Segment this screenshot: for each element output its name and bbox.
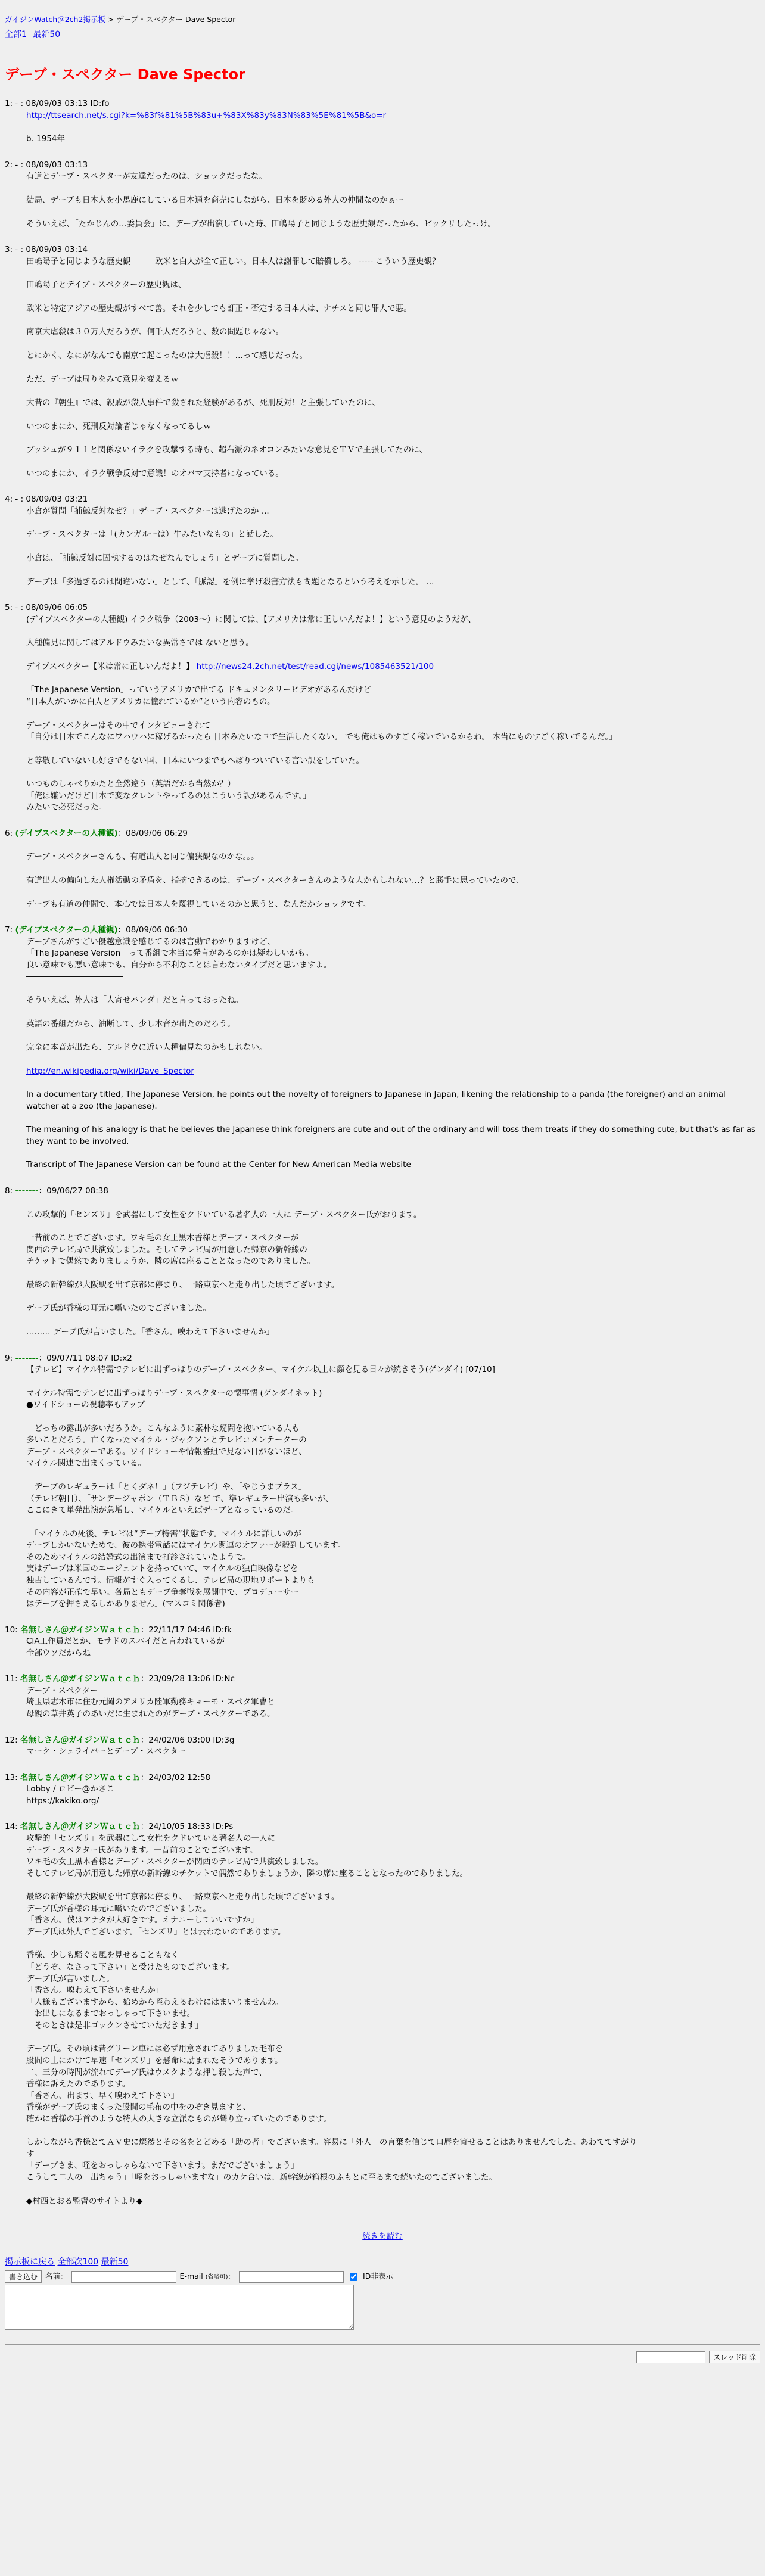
line-gap	[26, 362, 760, 374]
line-gap	[26, 183, 760, 195]
post-line: 「デーブさま、咥をおっしゃらないで下さいます。まだでございましょう」	[26, 2161, 299, 2171]
post-line: ◆村西とおる監督のサイトより◆	[26, 2196, 143, 2206]
post-body	[26, 171, 760, 230]
post-header	[5, 602, 760, 614]
post-line: 実はデーブは米国のエージェントを持っていて、マイケルの独自映像などを	[26, 1564, 298, 1574]
id-hide-label: ID非表示	[363, 2272, 393, 2281]
poster-name: -------	[15, 1353, 39, 1363]
post-number: 8:	[5, 1186, 15, 1196]
breadcrumb-board-link[interactable]: ガイジンWatch＠2ch2掲示板	[5, 15, 105, 24]
post-body	[26, 256, 760, 480]
post-line: 【テレビ】マイケル特需でテレビに出ずっぱりのデーブ・スペクター、マイケル以上に顔を見る日々が続きそう(ゲンダイ) [07/10]	[26, 1365, 495, 1375]
post-line: そういえば、「たかじんの…委員会」に、デーブが出演していた時、田嶋陽子と同じような歴史観だったから、ビックリしたっけ。	[26, 219, 496, 229]
post-line: 母親の草井英子のあいだに生まれたのがデーブ・スペクターである。	[26, 1709, 275, 1719]
post-header	[5, 1673, 760, 1685]
line-gap	[26, 1197, 760, 1209]
post-number: 10:	[5, 1625, 21, 1635]
line-gap	[26, 1147, 760, 1159]
post-number: 9:	[5, 1353, 15, 1363]
post-line: ……… デーブ氏が言いました。「香さん。嗅わえて下さいませんか」	[26, 1327, 275, 1337]
post	[5, 602, 760, 814]
post-line: デーブ・スペクターは「(カンガルーは）牛みたいなもの」と話した。	[26, 530, 278, 540]
breadcrumb-current: デーブ・スペクター Dave Spector	[116, 15, 236, 24]
post-body	[26, 839, 760, 910]
post	[5, 160, 760, 230]
post-line: デーブ・スペクターである。ワイドショーや情報番組で見ない日がないほど、	[26, 1446, 307, 1457]
post-line: https://kakiko.org/	[26, 1796, 99, 1806]
post-meta: ：08/09/06 06:29	[117, 828, 188, 838]
line-gap	[26, 2125, 760, 2137]
line-gap	[26, 517, 760, 529]
post-line: いつのまにか、イラク戦争反対で意識！のオバマ支持者になっている。	[26, 468, 284, 478]
nav-latest50-link[interactable]: 最新50	[33, 30, 61, 40]
post-number: 13:	[5, 1772, 21, 1782]
poster-name: 名無しさん＠ガイジンＷａｔｃｈ	[20, 1674, 141, 1684]
post-number: 11:	[5, 1674, 21, 1684]
post-line: その内容が正確で早い。各局ともデーブ争奪戦を展開中で、プロデューサー	[26, 1587, 299, 1597]
post-list	[5, 98, 760, 2207]
post-line: デーブ・スペクター	[26, 1685, 98, 1695]
post	[5, 1673, 760, 1720]
post-line: ワキ毛の女王黒木香様とデーブ・スペクターが関西のテレビ局で共演致しました。	[26, 1857, 324, 1867]
line-gap	[26, 1470, 760, 1482]
post	[5, 1772, 760, 1807]
line-gap	[26, 887, 760, 899]
post-header	[5, 1735, 760, 1747]
post-line: デーブ・スペクター氏があります。一昔前のことでございます。	[26, 1845, 258, 1855]
post-line: In a documentary titled, The Japanese Version, he points out the novelty of foreigners to Japanese in Japan, likening the relationship to a panda (the foreigner) and an animal watcher at a zoo (the Japanese).	[26, 1090, 729, 1111]
post-line: 大昔の『朝生』では、親戚が殺人事件で殺された経験があるが、死刑反対！と主張していたのに、	[26, 398, 380, 408]
post-line: デーブ氏が香様の耳元に囁いたのでございました。	[26, 1903, 211, 1914]
post	[5, 1821, 760, 2207]
line-gap	[26, 1221, 760, 1233]
post-line: マイケル関連で出まくっている。	[26, 1458, 147, 1469]
admin-password-input[interactable]	[636, 2351, 705, 2363]
post-line: b. 1954年	[26, 134, 66, 144]
post-line: はデーブを押さえるしかありません」(マスコミ関係者)	[26, 1599, 225, 1609]
post-line: 関西のテレビ局で共演致しました。そしてテレビ局が用意した帰京の新幹線の	[26, 1245, 307, 1255]
post-line: 結局、デーブも日本人を小馬鹿にしている日本通を商売にしながら、日本を貶める外人の仲間なのかぁー	[26, 195, 404, 206]
poster-name: (デイブスペクターの人種観)	[15, 925, 118, 935]
post-line: デーブさんがすごい優越意識を感じてるのは言動でわかりますけど、	[26, 937, 275, 947]
post-header	[5, 925, 760, 937]
poster-name: 名無しさん＠ガイジンＷａｔｃｈ	[20, 1625, 141, 1635]
thread-title: デーブ・スペクター Dave Spector	[5, 66, 245, 83]
post-line: そういえば、外人は「人寄せパンダ」だと言っておったね。	[26, 995, 243, 1005]
line-gap	[26, 456, 760, 468]
post	[5, 1186, 760, 1339]
post-line: デーブ氏が言いました。	[26, 1974, 114, 1984]
post-line: いつのまにか、死刑反対論者じゃなくなってるしｗ	[26, 421, 212, 431]
post-link[interactable]: http://ttsearch.net/s.cgi?k=%83f%81%5B%83u+%83X%83y%83N%83%5E%81%5B&o=r	[26, 110, 387, 120]
thread-delete-button[interactable]: スレッド削除	[709, 2351, 760, 2363]
post	[5, 98, 760, 145]
post-body	[26, 937, 760, 1171]
post-line: 「マイケルの死後、テレビは“デーブ特需”状態です。マイケルに詳しいのが	[26, 1529, 301, 1539]
post-line: 埼玉県志木市に住む元岡のアメリカ陸軍勤務キョーモ・スペタ軍曹と	[26, 1697, 275, 1707]
line-gap	[26, 1268, 760, 1280]
post	[5, 828, 760, 910]
poster-name: -------	[15, 1186, 39, 1196]
post-line: 完全に本音が出たら、アルドウに近い人種偏見なのかもしれない。	[26, 1043, 268, 1053]
post-meta: ：23/09/28 13:06 ID:Nc	[140, 1674, 235, 1684]
poster-name: (デイブスペクターの人種観)	[15, 828, 118, 838]
post-line: ブッシュが９１１と関係ないイラクを攻撃する時も、超右派のネオコンみたいな意見をＴＶで主張してたのに、	[26, 445, 428, 455]
continue-link[interactable]: 続きを読む	[362, 2232, 403, 2242]
line-gap	[26, 409, 760, 421]
bottom-all-link[interactable]: 全部	[57, 2257, 74, 2267]
post-line: 「自分は日本でこんなにワハウハに稼げるかったら 日本みたいな国で生活したくない。 でも俺はものすごく稼いでいるからね。 本当にものすごく稼いでるんだ。」	[26, 732, 617, 742]
post-submit-button[interactable]: 書き込む	[5, 2270, 42, 2283]
post-number: 7:	[5, 925, 15, 935]
post-line: マーク・シュライバーとデーブ・スペクター	[26, 1747, 186, 1757]
post-header	[5, 1353, 760, 1365]
post-line: こうして二人の「出ちゃう」「咥をおっしゃいますな」のカケ合いは、新幹線が箱根のふもとに至るまで続いたのでございました。	[26, 2173, 497, 2183]
post-meta: ：09/06/27 08:38	[38, 1186, 108, 1196]
post-number: 14:	[5, 1822, 21, 1832]
breadcrumb	[5, 14, 760, 25]
post-header-text: 3: - : 08/09/03 03:14	[5, 245, 88, 255]
post-line: CIA工作員だとか、モサドのスパイだと言われているが	[26, 1637, 225, 1647]
post-line: 欧米と特定アジアの歴史観がすべて善。それを少しでも訂正・否定する日本人は、ナチスと同じ罪人で悪。	[26, 303, 412, 313]
email-input[interactable]	[239, 2271, 344, 2283]
line-gap	[26, 541, 760, 553]
post-body	[26, 1685, 760, 1721]
post-line: ――――――――――――	[26, 972, 123, 982]
post-line: みたいで必死だった。	[26, 802, 107, 813]
post-line: デーブしかいないためで、彼の携帯電話にはマイケル関連のオファーが殺到しています。	[26, 1541, 346, 1551]
post-line: 有道とデーブ・スペクターが友達だったのは、ショックだったな。	[26, 172, 267, 182]
post-line: デーブ氏。その頃は昔グリーン車には必ず用意されてありました毛布を	[26, 2044, 284, 2054]
post	[5, 1735, 760, 1758]
line-gap	[26, 649, 760, 661]
post-line: 香様に訴えたのであります。	[26, 2079, 130, 2089]
post-form-row	[5, 2270, 760, 2283]
post-line: 良い意味でも悪い意味でも、自分から不利なことは言わないタイプだと思いますよ。	[26, 960, 332, 970]
poster-name: 名無しさん＠ガイジンＷａｔｃｈ	[20, 1772, 141, 1782]
line-gap	[26, 1077, 760, 1089]
post-line: 「人様もございますから、始めから咥わえるわけにはまいりませんわ。	[26, 1997, 284, 2007]
post-header	[5, 160, 760, 172]
post-body	[26, 110, 760, 145]
line-gap	[26, 626, 760, 637]
post-header-text: 5: - : 08/09/06 06:05	[5, 603, 88, 613]
post	[5, 244, 760, 480]
post-line: いつものしゃべりかたと全然違う（英語だから当然か？）	[26, 779, 235, 789]
post-body	[26, 1833, 760, 2207]
post-line: しかしながら香様とてＡＶ史に燦然とその名をとどめる「助の者」でございます。容易に「外人」の言葉を信じて口唇を寄せることはありませんでした。あわててすがり	[26, 2138, 637, 2148]
post-line: 「The Japanese Version」っていうアメリカで出てる ドキュメンタリービデオがあるんだけど	[26, 685, 372, 695]
post-meta: ：24/03/02 12:58	[140, 1772, 211, 1782]
post-body	[26, 506, 760, 588]
poster-name: 名無しさん＠ガイジンＷａｔｃｈ	[20, 1735, 141, 1745]
post-line: 最終の新幹線が大阪駅を出て京都に停まり、一路東京へと走り出した頃でございます。	[26, 1892, 340, 1902]
line-gap	[26, 2184, 760, 2196]
post-header	[5, 1186, 760, 1197]
post-line-prefix: デイブスペクター【米は常に正しいんだよ！】	[26, 661, 197, 671]
line-gap	[26, 863, 760, 875]
post-line: “日本人がいかに白人とアメリカに憧れているか”という内容のもの。	[26, 696, 275, 707]
post	[5, 1353, 760, 1610]
line-gap	[26, 1938, 760, 1950]
post-line: デーブ氏は外人でございます。「センズリ」とは云わないのであります。	[26, 1927, 286, 1937]
post-line: 人種偏見に関してはアルドウみたいな異常さでは ないと思う。	[26, 638, 254, 648]
post-line: 有道出人の偏向した人権活動の矛盾を、指摘できるのは、デーブ・スペクターさんのような人かもしれない…？と勝手に思っていたので、	[26, 876, 524, 886]
line-gap	[26, 1517, 760, 1529]
message-textarea[interactable]	[5, 2285, 354, 2330]
top-nav	[5, 29, 760, 41]
post-body	[26, 1636, 760, 1659]
post-meta: ：09/07/11 08:07 ID:x2	[38, 1353, 132, 1363]
post-line: ●ワイドショーの視聴率もアップ	[26, 1400, 145, 1410]
post-line: The meaning of his analogy is that he believes the Japanese think foreigners are cute and out of the ordinary and will toss them treats if they do something cute, but that's as far as they want to be involved.	[26, 1125, 758, 1146]
post-line: す	[26, 2149, 35, 2159]
next100-link[interactable]: 次100	[74, 2257, 99, 2267]
post	[5, 1625, 760, 1660]
post	[5, 925, 760, 1171]
line-gap	[26, 338, 760, 350]
post-line: 一昔前のことでございます。ワキ毛の女王黒木香様とデーブ・スペクターが	[26, 1233, 298, 1243]
post-line: 最終の新幹線が大阪駅を出て京都に停まり、一路東京へと走り出した頃でございます。	[26, 1280, 340, 1290]
post-line: 英語の番組だから、油断して、少し本音が出たのだろう。	[26, 1019, 235, 1029]
line-gap	[26, 385, 760, 397]
post-line: 確かに香様の手首のような特大の大きな立派なものが聳り立っていたのであります。	[26, 2114, 331, 2124]
name-label: 名前：	[45, 2272, 68, 2281]
post-meta: ：22/11/17 04:46 ID:fk	[140, 1625, 232, 1635]
post-number: 6:	[5, 828, 15, 838]
post-link[interactable]: http://news24.2ch.net/test/read.cgi/news/1085463521/100	[196, 661, 434, 671]
post-meta: ：24/10/05 18:33 ID:Ps	[140, 1822, 234, 1832]
line-gap	[26, 1030, 760, 1042]
bottom-nav	[5, 2256, 760, 2268]
post-body	[26, 614, 760, 814]
post-line: 小倉は、「捕鯨反対に固執するのはなぜなんでしょう」とデーブに質問した。	[26, 553, 304, 564]
line-gap	[26, 315, 760, 326]
line-gap	[26, 267, 760, 279]
post-line	[26, 661, 760, 673]
post-line: （テレビ朝日）、「サンデージャポン（ＴＢＳ）など で、準レギュラー出演も多いが、	[26, 1494, 334, 1504]
line-gap	[26, 839, 760, 851]
line-gap	[26, 1411, 760, 1423]
post-link-line	[26, 110, 760, 122]
post-number: 12:	[5, 1735, 21, 1745]
post-line: (デイブスペクターの人種観) イラク戦争（2003〜）に関しては、【アメリカは常に正しいんだよ！】という意見のようだが、	[26, 614, 476, 624]
post-header	[5, 494, 760, 506]
breadcrumb-separator: >	[105, 15, 117, 24]
line-gap	[26, 1880, 760, 1891]
post	[5, 494, 760, 588]
post-line: 田嶋陽子とデイブ・スペクターの歴史観は、	[26, 280, 186, 290]
back-to-board-link[interactable]: 掲示板に戻る	[5, 2257, 55, 2267]
post-line: そのときは是非ゴックンさせていただきます」	[26, 2020, 203, 2030]
continue-area	[5, 2231, 760, 2243]
post-line: 全部ウソだからね	[26, 1648, 91, 1658]
id-hide-checkbox[interactable]	[350, 2273, 357, 2281]
post-line: 香様がデーブ氏のまくった股間の毛布の中をのぞき見ますと、	[26, 2102, 251, 2113]
post-line: マイケル特需でテレビに出ずっぱりデーブ・スペクターの懐事情 (ゲンダイネット)	[26, 1388, 322, 1398]
line-gap	[26, 1315, 760, 1327]
post-line: お出しになるまでおっしゃって下さいませ。	[26, 2009, 195, 2019]
post-line: デーブ氏が香様の耳元に囁いたのでございました。	[26, 1303, 211, 1314]
post-line: 股間の上にかけて早速「センズリ」を懸命に励まれたそうであります。	[26, 2055, 283, 2065]
post-line: デーブは「多過ぎるのは間違いない」として、「脈認」を例に挙げ殺害方法も問題となるという考えを示した。 ...	[26, 577, 434, 587]
line-gap	[26, 433, 760, 444]
post-line: 「香さん、出ます、早く嗅わえて下さい」	[26, 2090, 179, 2101]
line-gap	[26, 1007, 760, 1019]
post-line: ただ、デーブは周りをみて意見を変えるｗ	[26, 374, 179, 384]
post-body	[26, 1197, 760, 1339]
post-line: デーブ・スペクターはその中でインタビューされて	[26, 720, 211, 730]
line-gap	[26, 983, 760, 995]
post-line: そのためマイケルの結婚式の出演まで打診されていたようで。	[26, 1552, 251, 1562]
post-line: 「香さん。嗅わえて下さいませんか」	[26, 1986, 164, 1996]
post-line: 独占しているんです。情報がすぐ入ってくるし、テレビ局の現地リポートよりも	[26, 1575, 315, 1585]
post-line: Transcript of The Japanese Version can be found at the Center for New American Media website	[26, 1160, 411, 1170]
post-line: 「俺は嫌いだけど日本で変なタレントやってるのはこういう訳があるんです。」	[26, 791, 311, 801]
poster-name: 名無しさん＠ガイジンＷａｔｃｈ	[20, 1822, 141, 1832]
post-meta: ：24/02/06 03:00 ID:3g	[140, 1735, 235, 1745]
post-link[interactable]: http://en.wikipedia.org/wiki/Dave_Spector	[26, 1066, 194, 1076]
line-gap	[26, 1112, 760, 1124]
post-header	[5, 1821, 760, 1833]
line-gap	[26, 2031, 760, 2043]
line-gap	[26, 122, 760, 133]
nav-all-link[interactable]: 全部1	[5, 30, 27, 40]
post-line: デーブも有道の仲間で、本心では日本人を蔑視しているのかと思うと、なんだかショックです。	[26, 899, 371, 909]
post-line: ここにきて単発出演が急増し、マイケルといえばデーブとなっているのだ。	[26, 1505, 299, 1516]
post-line: 「香さん。僕はアナタが大好きです。オナニーしていいですか」	[26, 1915, 259, 1925]
post-header	[5, 1772, 760, 1784]
line-gap	[26, 1376, 760, 1388]
post-line: 二、三分の時間が流れてデーブ氏はウメクような押し殺した声で、	[26, 2067, 267, 2077]
line-gap	[26, 673, 760, 685]
post-line: 「どうぞ、なさって下さい」と受けたものでございます。	[26, 1962, 235, 1973]
post-line: Lobby / ロビー@かさこ	[26, 1784, 114, 1794]
post-line: 南京大虐殺は３０万人だろうが、何千人だろうと、数の問題じゃない。	[26, 327, 284, 337]
post-line: デーブのレギュラーは「とくダネ！」（フジテレビ）や、「やじうまプラス」	[26, 1482, 307, 1492]
post-header-text: 4: - : 08/09/03 03:21	[5, 494, 88, 505]
post-line: 香様、少しも騒ぐる風を見せることもなく	[26, 1950, 179, 1961]
post-header	[5, 244, 760, 256]
post-line: 多いことだろう。亡くなったマイケル・ジャクソンとテレビコメンテーターの	[26, 1435, 307, 1445]
post-header-text: 2: - : 08/09/03 03:13	[5, 160, 88, 170]
name-input[interactable]	[71, 2271, 176, 2283]
post-body	[26, 1364, 760, 1610]
post-header-text: 1: - : 08/09/03 03:13 ID:fo	[5, 99, 110, 109]
post-link-line	[26, 1066, 760, 1078]
thread-admin-row	[5, 2351, 760, 2363]
post-body	[26, 1746, 760, 1758]
post-line: 「The Japanese Version」って番組で本当に発言があるのかは疑わしいかも。	[26, 948, 314, 959]
post-body	[26, 1784, 760, 1807]
line-gap	[26, 708, 760, 720]
line-gap	[26, 565, 760, 577]
line-gap	[26, 207, 760, 219]
line-gap	[26, 1054, 760, 1066]
post-line: デーブ・スペクターさんも、有道出人と同じ偏狭観なのかな。。。	[26, 852, 259, 862]
post-header	[5, 828, 760, 840]
email-label: E-mail (省略可)：	[179, 2272, 236, 2281]
post-header	[5, 1625, 760, 1637]
post-line: 田嶋陽子と同じような歴史観 ＝ 欧米と白人が全て正しい。日本人は謝罪して賠償しろ。 ----- こういう歴史観？	[26, 256, 440, 266]
line-gap	[26, 767, 760, 779]
post-line: とにかく、なにがなんでも南京で起こったのは大虐殺！！…って感じだった。	[26, 350, 307, 360]
line-gap	[26, 291, 760, 303]
post-line: と尊敬していないし好きでもない国、日本にいつまでもへばりついている言い訳をしていた。	[26, 755, 364, 766]
post-line: どっちの露出が多いだろうか。こんなふうに素朴な疑問を抱いている人も	[26, 1423, 300, 1433]
post-meta: ：08/09/06 06:30	[117, 925, 188, 935]
post-header	[5, 98, 760, 110]
line-gap	[26, 1291, 760, 1303]
line-gap	[26, 743, 760, 755]
post-line: 小倉が質問「捕鯨反対なぜ？」デーブ・スペクターは逃げたのか ...	[26, 506, 269, 516]
post-line: チケットで偶然でありましょうか、隣の席に座ることとなったのでありました。	[26, 1256, 315, 1267]
post-line: この攻撃的「センズリ」を武器にして女性をクドいている著名人の一人に デーブ・スペクター氏がおります。	[26, 1209, 422, 1219]
post-line: 攻撃的「センズリ」を武器にして女性をクドいている著名人の一人に	[26, 1833, 276, 1843]
post-line: そしてテレビ局が用意した帰京の新幹線のチケットで偶然でありましょうか、隣の席に座ることとなったのでありました。	[26, 1868, 468, 1878]
bottom-latest50-link[interactable]: 最新50	[101, 2257, 129, 2267]
divider	[5, 2344, 760, 2345]
